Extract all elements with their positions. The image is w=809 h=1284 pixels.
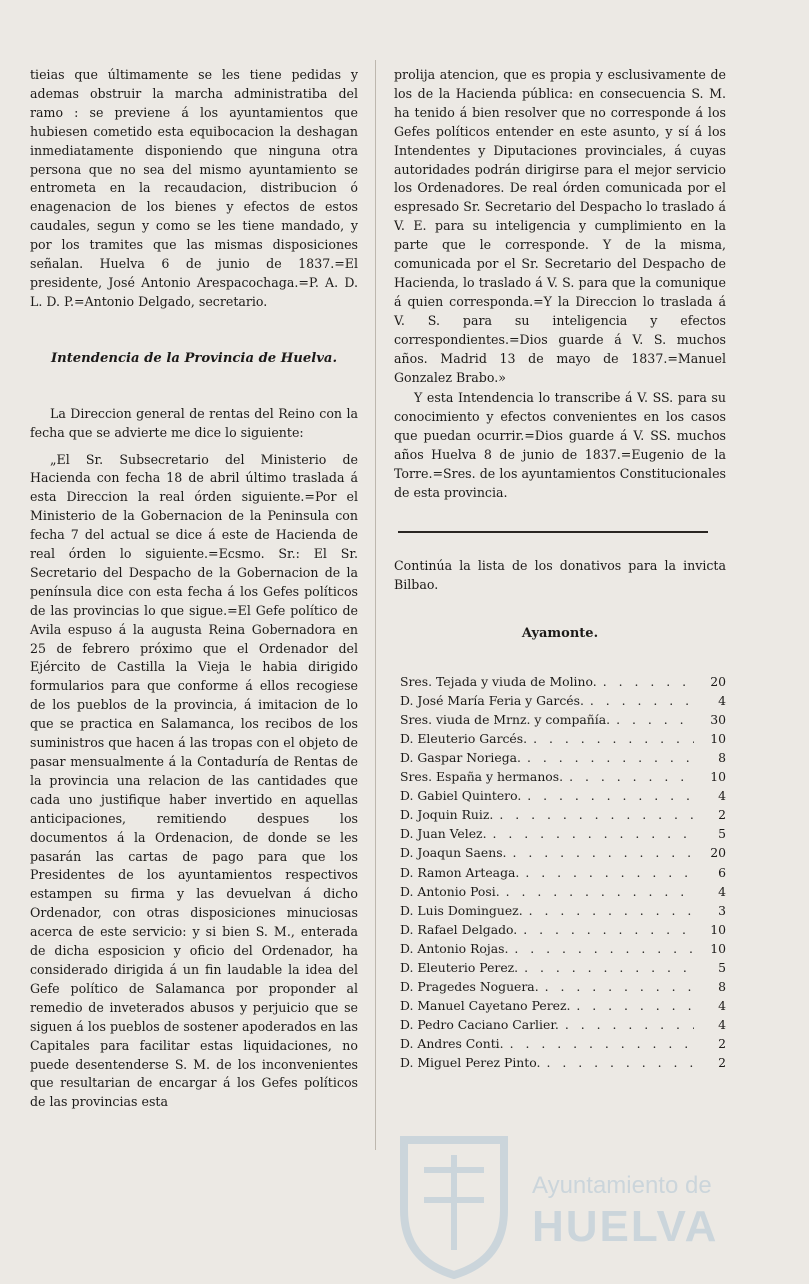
leader-dots [521, 748, 694, 767]
leader-dots [559, 1015, 694, 1034]
right-column [394, 66, 726, 1073]
donor-name: D. Joaqun Saens. [400, 845, 507, 861]
leader-dots [597, 672, 694, 691]
leader-dots [521, 786, 694, 805]
donor-amount: 20 [710, 673, 726, 689]
donor-amount: 10 [710, 769, 726, 785]
donor-name: D. Juan Velez. [400, 826, 487, 842]
donor-amount: 8 [718, 979, 726, 995]
leader-dots [504, 1034, 694, 1053]
watermark-line-2: HUELVA [532, 1202, 719, 1251]
donor-amount: 10 [710, 921, 726, 937]
donor-name: D. Miguel Perez Pinto. [400, 1055, 541, 1071]
donor-amount: 10 [710, 940, 726, 956]
donor-name: D. Antonio Posi. [400, 883, 500, 899]
left-column [30, 66, 358, 1112]
list-item [400, 710, 726, 729]
leader-dots [517, 920, 694, 939]
donor-name: D. Joquin Ruiz. [400, 807, 494, 823]
donor-amount: 6 [718, 864, 726, 880]
donor-amount: 8 [718, 749, 726, 765]
list-item [400, 939, 726, 958]
list-item [400, 786, 726, 805]
watermark-line-1: Ayuntamiento de [532, 1172, 712, 1199]
list-item [400, 958, 726, 977]
leader-dots [540, 1053, 694, 1072]
list-item [400, 882, 726, 901]
leader-dots [507, 843, 695, 862]
paragraph-donativos: Continúa la lista de los donativos para la invicta Bilbao. [394, 557, 726, 592]
section-rule [398, 531, 708, 533]
list-item [400, 843, 726, 862]
list-item [400, 824, 726, 843]
list-item [400, 920, 726, 939]
donor-amount: 4 [718, 883, 726, 899]
donor-amount: 2 [718, 1055, 726, 1071]
donor-amount: 2 [718, 807, 726, 823]
column-divider [375, 60, 376, 1150]
list-item [400, 1015, 726, 1034]
donor-amount: 10 [710, 730, 726, 746]
donor-amount: 4 [718, 1017, 726, 1033]
donor-name: D. Luis Dominguez. [400, 902, 523, 918]
list-item [400, 729, 726, 748]
leader-dots [487, 824, 694, 843]
leader-dots [508, 939, 694, 958]
donor-name: D. Eleuterio Garcés. [400, 730, 528, 746]
list-item [400, 901, 726, 920]
shield-icon [394, 1130, 514, 1280]
donor-name: D. Ramon Arteaga. [400, 864, 520, 880]
leader-dots [584, 691, 694, 710]
donor-name: D. Pragedes Noguera. [400, 979, 539, 995]
donor-amount: 3 [718, 902, 726, 918]
paragraph-continuation: prolija atencion, que es propia y esclusivamente de los de la Hacienda pública: en consecuencia S. M. ha tenido á bien resolver que no corresponde á los Gefes políticos entender en este asunto, y sí á los Intendentes y Diputaciones provinciales, á cuyas autoridades podrán dirigirse para el mejor servicio los Ordenadores. De real órden comunicada por el espresado Sr. Secretario del Despacho lo traslado á V. E. para su inteligencia y cumplimiento en la parte que le corresponde. Y de la misma, comunicada por el Sr. Secretario del Despacho de Hacienda, lo traslado á V. S. para que la comunique á quien corresponda.=Y la Direccion lo traslada á V. S. para su inteligencia y efectos correspondientes.=Dios guarde á V. S. muchos años. Madrid 13 de mayo de 1837.=Manuel Gonzalez Brabo.» [394, 67, 726, 385]
paragraph-intendencia-transcribe: Y esta Intendencia lo transcribe á V. SS. para su conocimiento y efectos convenientes en los casos que puedan ocurrir.=Dios guarde á V. SS. muchos años Huelva 8 de junio de 1837.=Eugenio de la Torre.=Sres. de los ayuntamientos Constitucionales de esta provincia. [394, 390, 726, 500]
donor-amount: 30 [710, 711, 726, 727]
list-item [400, 691, 726, 710]
donor-name: D. Pedro Caciano Carlier. [400, 1017, 559, 1033]
leader-dots [493, 805, 694, 824]
donor-list [394, 672, 726, 1073]
leader-dots [519, 863, 694, 882]
donor-amount: 4 [718, 998, 726, 1014]
section-heading-intendencia: Intendencia de la Provincia de Huelva. [50, 350, 338, 366]
donor-amount: 4 [718, 788, 726, 804]
donor-name: D. Rafael Delgado. [400, 921, 518, 937]
leader-dots [523, 901, 694, 920]
donor-name: D. José María Feria y Garcés. [400, 692, 584, 708]
list-item [400, 996, 726, 1015]
list-item [400, 767, 726, 786]
donor-name: D. Gabiel Quintero. [400, 788, 522, 804]
leader-dots [570, 996, 694, 1015]
list-item [400, 977, 726, 996]
donor-name: D. Antonio Rojas. [400, 940, 509, 956]
list-item [400, 672, 726, 691]
watermark [394, 1130, 734, 1280]
leader-dots [539, 977, 694, 996]
list-item [400, 1053, 726, 1072]
donor-name: D. Gaspar Noriega. [400, 749, 521, 765]
leader-dots [527, 729, 694, 748]
list-item [400, 1034, 726, 1053]
list-item [400, 863, 726, 882]
donor-amount: 5 [718, 826, 726, 842]
donor-amount: 2 [718, 1036, 726, 1052]
leader-dots [518, 958, 694, 977]
paragraph-real-orden: „El Sr. Subsecretario del Ministerio de Hacienda con fecha 18 de abril último traslada á esta Direccion la real órden siguiente.=Por el Ministerio de la Gobernacion de la Peninsula con fecha 7 del actual se dice á este de Hacienda de real órden lo siguiente.=Ecsmo. Sr.: El Sr. Secretario del Despacho de la Gobernacion de la península dice con esta fecha á los Gefes políticos de las provincias lo que sigue.=El Gefe político de Avila espuso á la augusta Reina Gobernadora en 25 de febrero próximo que el Ordenador del Ejército de Castilla la Vieja le habia dirigido formularios para que conforme á ellos recogiese de los pueblos de la provincia, á imitacion de lo que se practica en Salamanca, los recibos de los suministros que hacen á las tropas con el objeto de pasar mensualmente á la Contaduría de Rentas de la provincia una relacion de las cantidades que cada uno justifique haber invertido en aquellas anticipaciones, remitiendo despues los documentos á la Ordenacion, de donde se les pasarán las cartas de pago para que los Presidentes de los ayuntamientos respectivos estampen su firma y las devuelvan á dicho Ordenador, con otras disposiciones minuciosas acerca de este servicio: y si bien S. M., enterada de dicha esposicion y oficio del Ordenador, ha considerado dirigida á un fin laudable la idea del Gefe político de Salamanca por proponder al remedio de inveterados abusos y perjuicio que se siguen á los pueblos de sostener apoderados en las Capitales para facilitar estas liquidaciones, no puede desentenderse S. M. de los inconvenientes que resultarian de encargar á los Gefes políticos de las provincias esta [30, 451, 358, 1110]
leader-dots [500, 882, 694, 901]
donor-name: Sres. viuda de Mrnz. y compañía. [400, 711, 611, 727]
paragraph-direccion: La Direccion general de rentas del Reino con la fecha que se advierte me dice lo siguiente: [30, 405, 358, 440]
donor-name: D. Eleuterio Perez. [400, 959, 519, 975]
leader-dots [610, 710, 694, 729]
donor-amount: 5 [718, 959, 726, 975]
donor-name: D. Andres Conti. [400, 1036, 504, 1052]
donor-name: Sres. Tejada y viuda de Molino. [400, 673, 597, 689]
donor-amount: 20 [710, 845, 726, 861]
subheading-ayamonte: Ayamonte. [521, 625, 599, 641]
leader-dots [563, 767, 694, 786]
donor-name: D. Manuel Cayetano Perez. [400, 998, 571, 1014]
paragraph-ayuntamiento: tieias que últimamente se les tiene pedidas y ademas obstruir la marcha administratiba del ramo : se previene á los ayuntamientos que hubiesen cometido esta equibocacion la deshagan inmediatamente disponiendo que ninguna otra persona que no sea del mismo ayuntamiento se entrometa en la recaudacion, distribucion ó enagenacion de los bienes y efectos de estos caudales, segun y como se les tiene mandado, y por los tramites que las mismas disposiciones señalan. Huelva 6 de junio de 1837.=El presidente, José Antonio Arespacochaga.=P. A. D. L. D. P.=Antonio Delgado, secretario. [30, 67, 358, 309]
donor-name: Sres. España y hermanos. [400, 769, 564, 785]
donor-amount: 4 [718, 692, 726, 708]
list-item [400, 748, 726, 767]
list-item [400, 805, 726, 824]
